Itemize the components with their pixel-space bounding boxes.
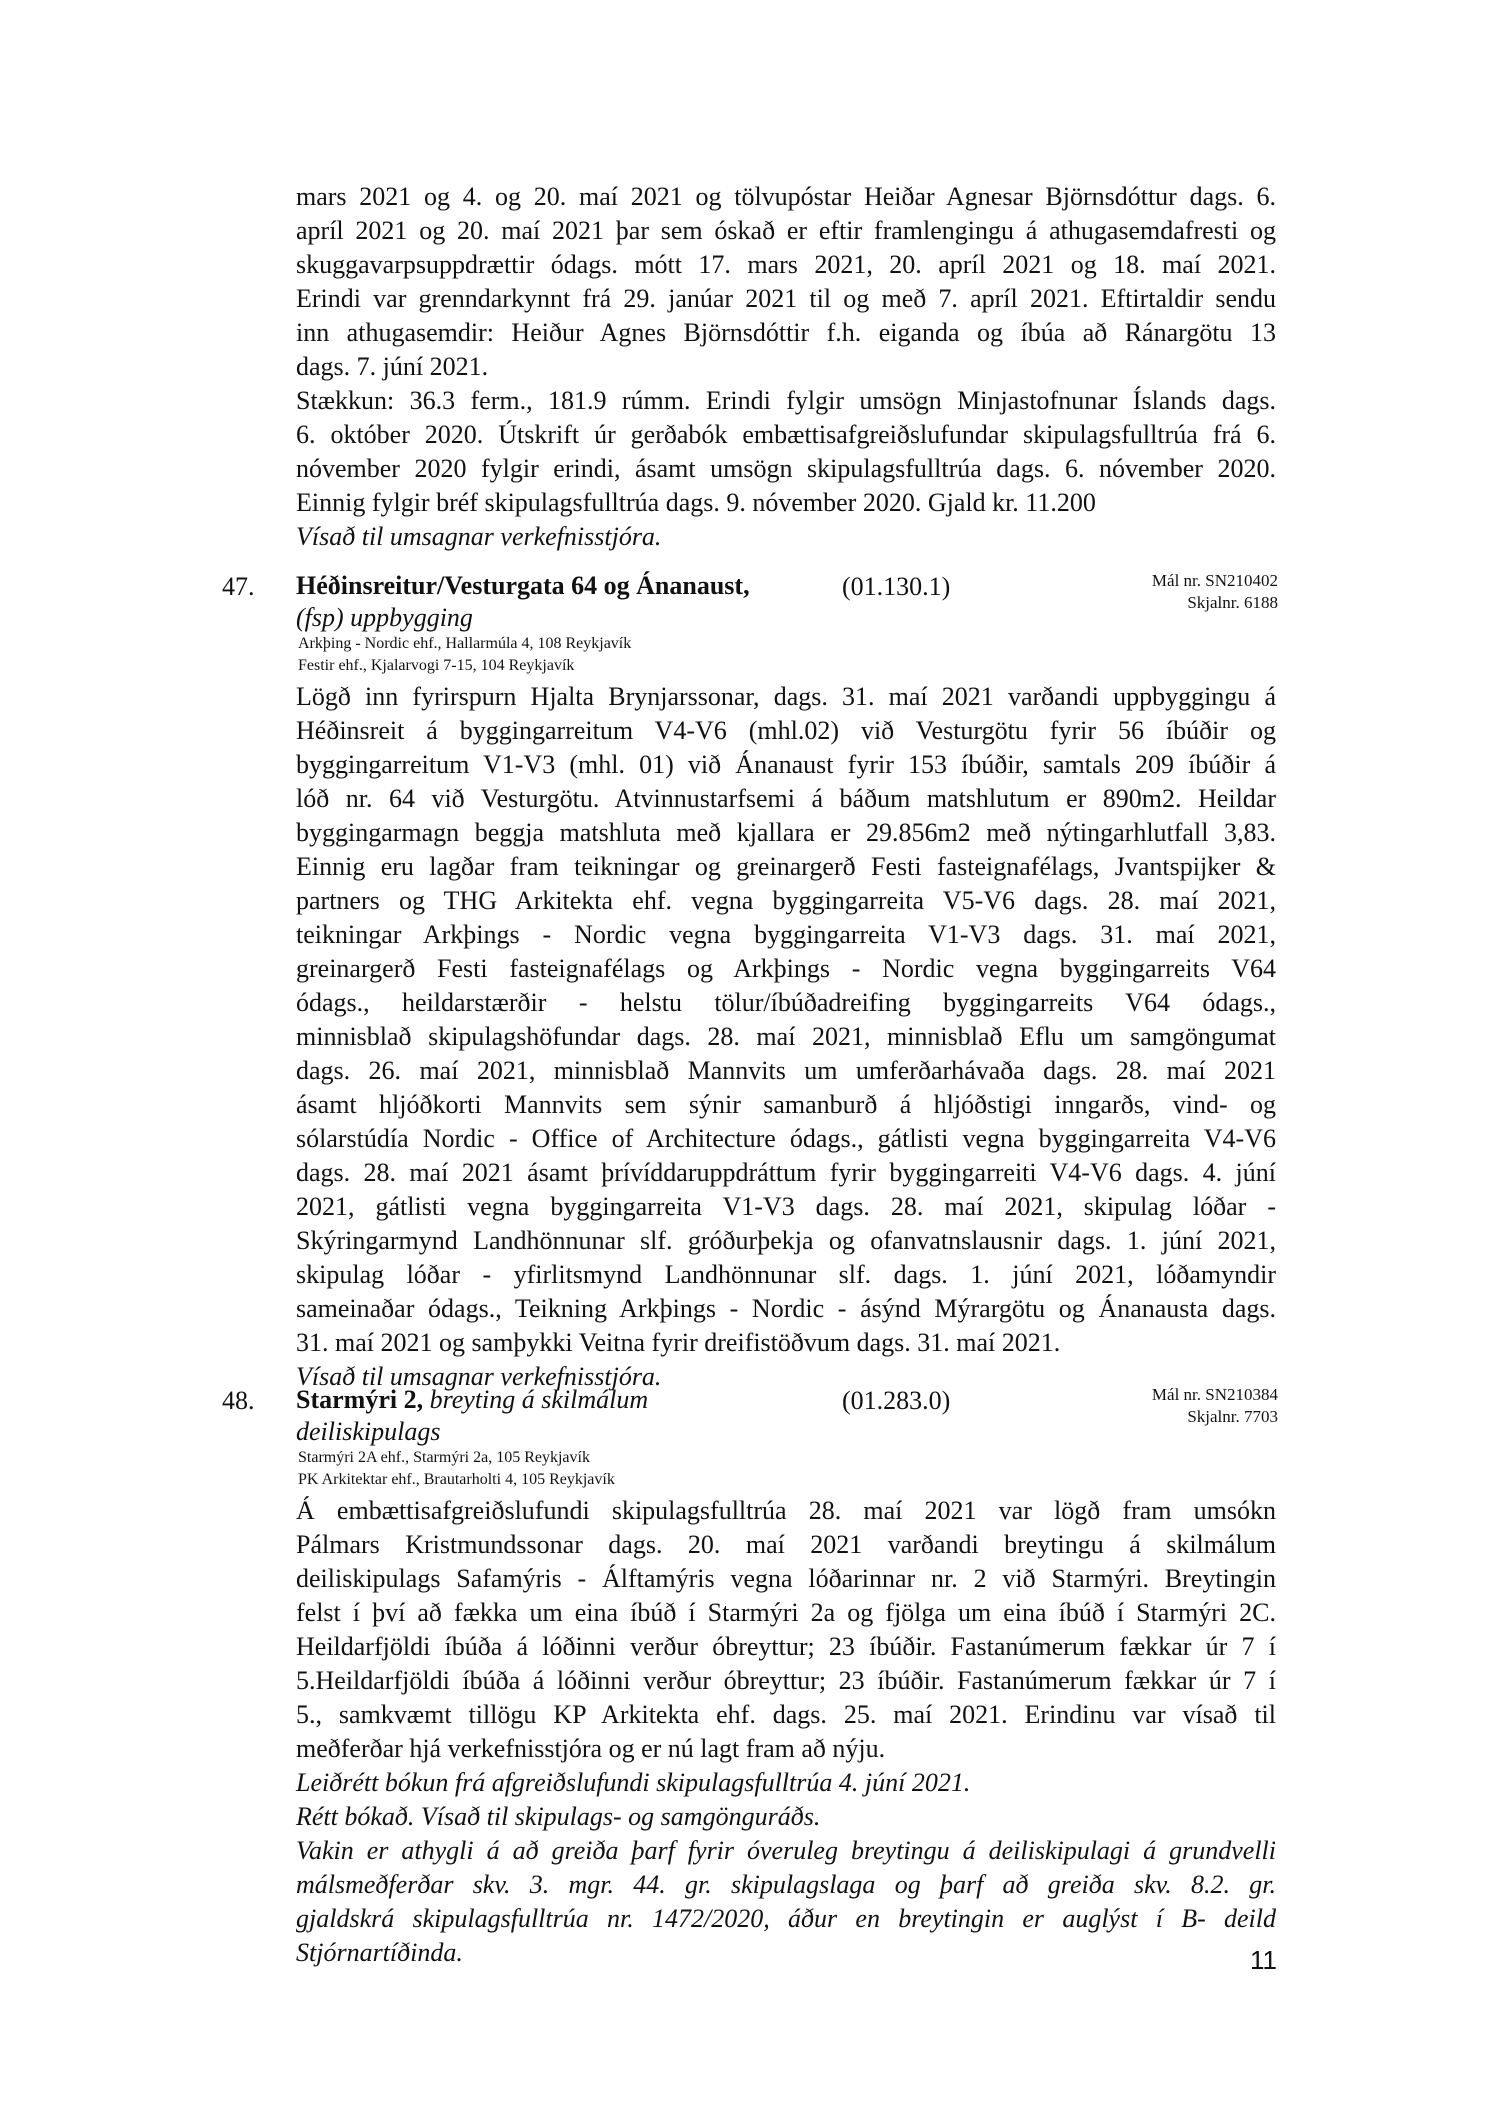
text-line: Á embættisafgreiðslufundi skipulagsfulltrúa 28. maí 2021 var lögð fram umsókn xyxy=(296,1496,1276,1525)
text-line: byggingarmagn beggja matshluta með kjallara er 29.856m2 með nýtingarhlutfall 3,83. xyxy=(296,818,1276,847)
decision-text: Rétt bókað. Vísað til skipulags- og samgönguráðs. xyxy=(296,1802,821,1831)
text-line: byggingarreitum V1-V3 (mhl. 01) við Ánanaust fyrir 153 íbúðir, samtals 209 íbúðir á xyxy=(296,750,1276,779)
text-line: 5., samkvæmt tillögu KP Arkitekta ehf. dags. 25. maí 2021. Erindinu var vísað til xyxy=(296,1700,1276,1729)
text-line: ásamt hljóðkorti Mannvits sem sýnir samanburð á hljóðstigi inngarðs, vind- og xyxy=(296,1090,1276,1119)
item-reference xyxy=(1152,570,1278,614)
text-line: Einnig eru lagðar fram teikningar og greinargerð Festi fasteignafélags, Jvantspijker & xyxy=(296,852,1276,881)
text-line: lóð nr. 64 við Vesturgötu. Atvinnustarfsemi á báðum matshlutum er 890m2. Heildar xyxy=(296,784,1276,813)
text-line: Pálmars Kristmundssonar dags. 20. maí 2021 varðandi breytingu á skilmálum xyxy=(296,1530,1276,1559)
text-line: nóvember 2020 fylgir erindi, ásamt umsögn skipulagsfulltrúa dags. 6. nóvember 2020. xyxy=(296,454,1276,483)
item-number: 48. xyxy=(222,1386,255,1415)
text-line: dags. 7. júní 2021. xyxy=(296,352,489,381)
text-line: deiliskipulags Safamýris - Álftamýris vegna lóðarinnar nr. 2 við Starmýri. Breytingin xyxy=(296,1564,1276,1593)
item-number: 47. xyxy=(222,572,255,601)
text-line: felst í því að fækka um eina íbúð í Starmýri 2a og fjölga um eina íbúð í Starmýri 2C. xyxy=(296,1598,1276,1627)
item-code: (01.283.0) xyxy=(842,1386,951,1415)
text-line: Stækkun: 36.3 ferm., 181.9 rúmm. Erindi fylgir umsögn Minjastofnunar Íslands dags. xyxy=(296,386,1276,415)
document-number: Skjalnr. 6188 xyxy=(1187,593,1278,612)
remark-text: gjaldskrá skipulagsfulltrúa nr. 1472/2020, áður en breytingin er auglýst í B- deild xyxy=(296,1904,1276,1933)
continuation-body xyxy=(296,180,1276,554)
text-line: teikningar Arkþings - Nordic vegna byggingarreita V1-V3 dags. 31. maí 2021, xyxy=(296,920,1276,949)
text-line: minnisblað skipulagshöfundar dags. 28. maí 2021, minnisblað Eflu um samgöngumat xyxy=(296,1022,1276,1051)
item-title xyxy=(296,570,816,634)
item-title-bold: Starmýri 2, xyxy=(296,1385,424,1414)
decision-text: Vísað til umsagnar verkefnisstjóra. xyxy=(296,1362,662,1391)
text-line: Skýringarmynd Landhönnunar slf. gróðurþekja og ofanvatnslausnir dags. 1. júní 2021, xyxy=(296,1226,1276,1255)
text-line: mars 2021 og 4. og 20. maí 2021 og tölvupóstar Heiðar Agnesar Björnsdóttur dags. 6. xyxy=(296,182,1276,211)
text-line: ódags., heildarstærðir - helstu tölur/íbúðadreifing byggingarreits V64 ódags., xyxy=(296,988,1276,1017)
text-line: dags. 28. maí 2021 ásamt þrívíddaruppdráttum fyrir byggingarreiti V4-V6 dags. 4. júní xyxy=(296,1158,1276,1187)
text-line: Lögð inn fyrirspurn Hjalta Brynjarssonar, dags. 31. maí 2021 varðandi uppbyggingu á xyxy=(296,682,1276,711)
decision-text: Vísað til umsagnar verkefnisstjóra. xyxy=(296,522,662,551)
text-line: greinargerð Festi fasteignafélags og Arkþings - Nordic vegna byggingarreits V64 xyxy=(296,954,1276,983)
text-line: partners og THG Arkitekta ehf. vegna byggingarreita V5-V6 dags. 28. maí 2021, xyxy=(296,886,1276,915)
text-line: skipulag lóðar - yfirlitsmynd Landhönnunar slf. dags. 1. júní 2021, lóðamyndir xyxy=(296,1260,1276,1289)
text-line: Heildarfjöldi íbúða á lóðinni verður óbreyttur; 23 íbúðir. Fastanúmerum fækkar úr 7 í xyxy=(296,1632,1276,1661)
applicant: Festir ehf., Kjalarvogi 7-15, 104 Reykjavík xyxy=(298,657,575,674)
remark-text: málsmeðferðar skv. 3. mgr. 44. gr. skipulagslaga og þarf að greiða skv. 8.2. gr. xyxy=(296,1870,1276,1899)
continuation-section xyxy=(296,180,1276,554)
item-title-bold: Héðinsreitur/Vesturgata 64 og Ánanaust, xyxy=(296,571,750,600)
text-line: apríl 2021 og 20. maí 2021 þar sem óskað er eftir framlengingu á athugasemdafresti og xyxy=(296,216,1276,245)
text-line: Héðinsreit á byggingarreitum V4-V6 (mhl.02) við Vesturgötu fyrir 56 íbúðir og xyxy=(296,716,1276,745)
text-line: Erindi var grenndarkynnt frá 29. janúar 2021 til og með 7. apríl 2021. Eftirtaldir sendu xyxy=(296,284,1276,313)
item-47-body xyxy=(296,680,1276,1394)
text-line: 5.Heildarfjöldi íbúða á lóðinni verður óbreyttur; 23 íbúðir. Fastanúmerum fækkar úr 7 í xyxy=(296,1666,1276,1695)
remark-text: Vakin er athygli á að greiða þarf fyrir óveruleg breytingu á deiliskipulagi á grundvelli xyxy=(296,1836,1276,1865)
text-line: sameinaðar ódags., Teikning Arkþings - Nordic - ásýnd Mýrargötu og Ánanausta dags. xyxy=(296,1294,1276,1323)
case-number: Mál nr. SN210402 xyxy=(1151,571,1278,590)
applicant: PK Arkitektar ehf., Brautarholti 4, 105 Reykjavík xyxy=(298,1471,615,1488)
text-line: sólarstúdía Nordic - Office of Architecture ódags., gátlisti vegna byggingarreita V4-V6 xyxy=(296,1124,1276,1153)
item-title xyxy=(296,1384,816,1448)
text-line: Einnig fylgir bréf skipulagsfulltrúa dags. 9. nóvember 2020. Gjald kr. 11.200 xyxy=(296,488,1096,517)
applicant: Starmýri 2A ehf., Starmýri 2a, 105 Reykjavík xyxy=(298,1449,590,1466)
text-line: inn athugasemdir: Heiður Agnes Björnsdóttir f.h. eiganda og íbúa að Ránargötu 13 xyxy=(296,318,1276,347)
page-number: 11 xyxy=(1250,1945,1277,1975)
document-number: Skjalnr. 7703 xyxy=(1187,1407,1278,1426)
item-title-italic: breyting á skilmálum xyxy=(429,1385,649,1414)
item-title-italic: deiliskipulags xyxy=(296,1417,441,1446)
text-line: 31. maí 2021 og samþykki Veitna fyrir dreifistöðvum dags. 31. maí 2021. xyxy=(296,1328,1061,1357)
remark-text: Stjórnartíðinda. xyxy=(296,1938,463,1967)
text-line: dags. 26. maí 2021, minnisblað Mannvits um umferðarhávaða dags. 28. maí 2021 xyxy=(296,1056,1276,1085)
item-reference xyxy=(1152,1384,1278,1428)
text-line: skuggavarpsuppdrættir ódags. mótt 17. mars 2021, 20. apríl 2021 og 18. maí 2021. xyxy=(296,250,1276,279)
text-line: 6. október 2020. Útskrift úr gerðabók embættisafgreiðslufundar skipulagsfulltrúa frá 6. xyxy=(296,420,1276,449)
item-title-italic: (fsp) uppbygging xyxy=(296,603,473,632)
text-line: 2021, gátlisti vegna byggingarreita V1-V3 dags. 28. maí 2021, skipulag lóðar - xyxy=(296,1192,1276,1221)
text-line: meðferðar hjá verkefnisstjóra og er nú lagt fram að nýju. xyxy=(296,1734,886,1763)
item-48-body xyxy=(296,1494,1276,1970)
applicant: Arkþing - Nordic ehf., Hallarmúla 4, 108 Reykjavík xyxy=(298,635,632,652)
item-code: (01.130.1) xyxy=(842,572,951,601)
case-number: Mál nr. SN210384 xyxy=(1151,1385,1278,1404)
note-text: Leiðrétt bókun frá afgreiðslufundi skipulagsfulltrúa 4. júní 2021. xyxy=(296,1768,971,1797)
